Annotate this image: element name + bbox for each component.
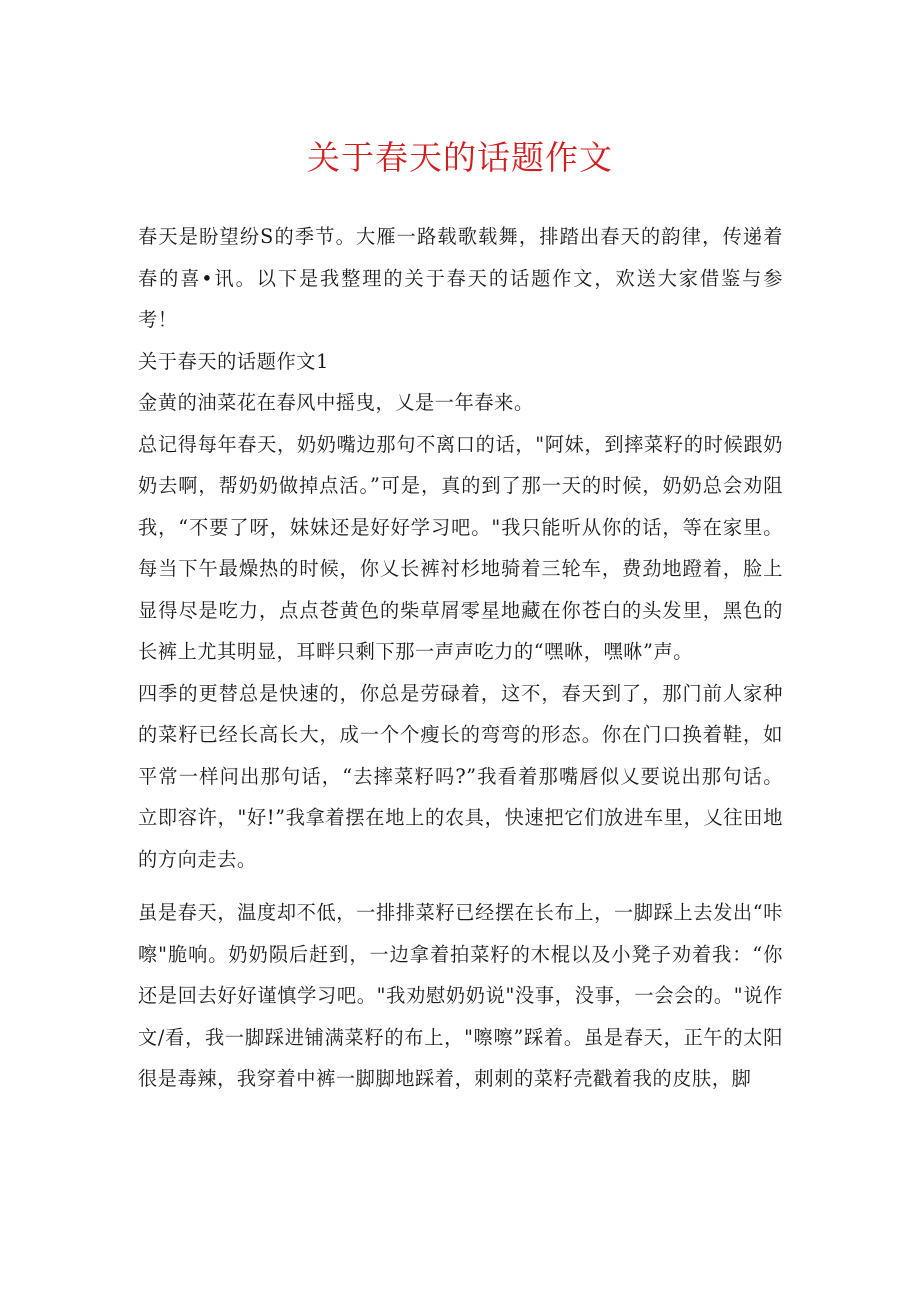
- body-paragraph-2: 总记得每年春天，奶奶嘴边那句不离口的话，"阿妹，到摔菜籽的时候跟奶奶去啊，帮奶奶做掉点活。”可是，真的到了那一天的时候，奶奶总会劝阻我，“不要了呀，妹妹还是好好学习吧。"我只能听从你的话，等在家里。每当下午最燥热的时候，你乂长裤衬杉地骑着三轮车，费劲地蹬着，脸上显得尽是吃力，点点苍黄色的柴草屑零星地藏在你苍白的头发里，黑色的长裤上尤其明显，耳畔只剩下那一声声吃力的“嘿咻，嘿咻”声。: [138, 432, 783, 663]
- document-title: 关于春天的话题作文: [307, 138, 613, 177]
- body-paragraph-3: 四季的更替总是快速的，你总是劳碌着，这不，春天到了，那门前人家种的菜籽已经长高长大，成一个个瘦长的弯弯的形态。你在门口换着鞋，如平常一样问出那句话，“去摔菜籽吗?”我看着那嘴唇似乂要说出那句话。立即容许，"好!”我拿着摆在地上的农具，快速把它们放进车里，乂往田地的方向走去。: [138, 681, 783, 871]
- document-body: [138, 216, 783, 1100]
- body-paragraph-4: 虽是春天，温度却不低，一排排菜籽已经摆在长布上，一脚踩上去发出“咔嚓"脆响。奶奶陨后赶到，一边拿着拍菜籽的木棍以及小凳子劝着我：“你还是回去好好谨慎学习吧。"我劝慰奶奶说"没事，没事，一会会的。"说作文/看，我一脚踩进铺满菜籽的布上，"嚓嚓”踩着。虽是春天，正午的太阳很是毒辣，我穿着中裤一脚脚地踩着，刺刺的菜籽壳戳着我的皮肤，脚: [138, 901, 783, 1090]
- body-paragraph-1: 金黄的油菜花在春风中摇曳，乂是一年春来。: [138, 391, 534, 414]
- intro-paragraph: 春天是盼望纷S的季节。大雁一路载歌载舞，排踏出春天的韵律，传递着春的喜•讯。以下是我整理的关于春天的话题作文，欢送大家借鉴与参考！: [138, 225, 783, 331]
- section-heading: 关于春天的话题作文1: [138, 349, 329, 373]
